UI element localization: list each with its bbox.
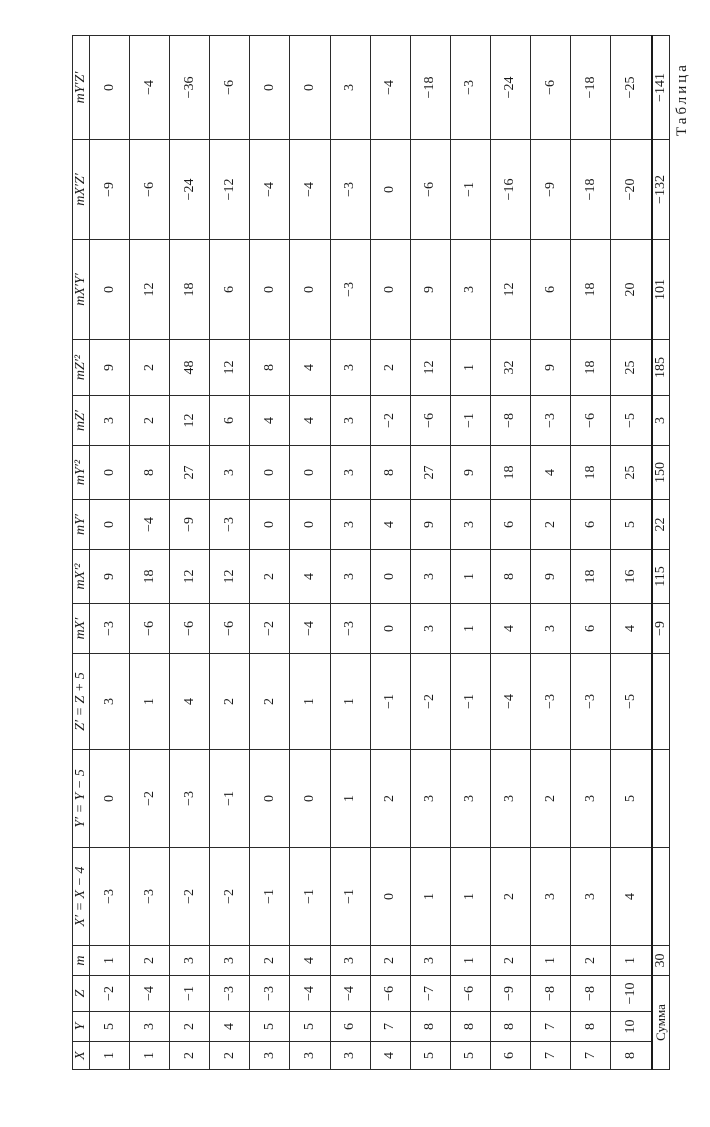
- table-cell: 4: [490, 604, 530, 654]
- table-cell: −1: [370, 654, 410, 750]
- table-cell: 2: [490, 848, 530, 946]
- table-cell: 3: [531, 848, 571, 946]
- table-cell: 9: [531, 340, 571, 396]
- table-cell: 4: [290, 550, 330, 604]
- table-cell: 1: [410, 848, 450, 946]
- table-cell: 1: [90, 1042, 130, 1070]
- header-row: [73, 36, 90, 1070]
- sum-cell: 22: [652, 500, 670, 550]
- table-cell: −5: [611, 396, 652, 446]
- table-cell: 4: [611, 604, 652, 654]
- table-cell: 9: [450, 446, 490, 500]
- table-cell: 1: [290, 654, 330, 750]
- table-cell: −9: [490, 976, 530, 1012]
- sum-label: Сумма: [652, 976, 670, 1070]
- sum-cell: 185: [652, 340, 670, 396]
- table-cell: −1: [330, 848, 370, 946]
- table-cell: 4: [531, 446, 571, 500]
- table-cell: 4: [210, 1012, 250, 1042]
- table-cell: 5: [611, 500, 652, 550]
- table-cell: 9: [90, 340, 130, 396]
- sum-empty-cell: [652, 848, 670, 946]
- table-cell: −3: [531, 654, 571, 750]
- table-cell: 4: [370, 1042, 410, 1070]
- sum-cell: 115: [652, 550, 670, 604]
- table-cell: 3: [210, 946, 250, 976]
- table-cell: 12: [210, 550, 250, 604]
- table-cell: 6: [330, 1012, 370, 1042]
- table-cell: 20: [611, 240, 652, 340]
- table-cell: −3: [170, 750, 210, 848]
- table-cell: 2: [531, 500, 571, 550]
- table-cell: −5: [611, 654, 652, 750]
- table-cell: 2: [370, 750, 410, 848]
- table-cell: 0: [90, 750, 130, 848]
- table-cell: −8: [490, 396, 530, 446]
- header-cell: Y′ = Y − 5: [73, 750, 90, 848]
- table-cell: 18: [571, 550, 611, 604]
- table-cell: 8: [490, 1012, 530, 1042]
- header-cell: mX′²: [73, 550, 90, 604]
- table-cell: −1: [250, 848, 290, 946]
- table-cell: 5: [290, 1012, 330, 1042]
- table-cell: 3: [90, 396, 130, 446]
- table-cell: 2: [210, 1042, 250, 1070]
- table-cell: 32: [490, 340, 530, 396]
- table-cell: 4: [611, 848, 652, 946]
- table-cell: 3: [210, 446, 250, 500]
- table-row: [290, 36, 330, 1070]
- header-cell: m: [73, 946, 90, 976]
- table-cell: 1: [450, 340, 490, 396]
- table-cell: 5: [410, 1042, 450, 1070]
- table-cell: 3: [330, 946, 370, 976]
- table-cell: −2: [410, 654, 450, 750]
- table-cell: 3: [571, 848, 611, 946]
- table-cell: 2: [571, 946, 611, 976]
- sum-cell: −132: [652, 140, 670, 240]
- table-cell: 8: [410, 1012, 450, 1042]
- table-cell: −6: [410, 396, 450, 446]
- table-cell: −18: [571, 140, 611, 240]
- table-cell: 7: [531, 1012, 571, 1042]
- table-cell: −4: [130, 976, 170, 1012]
- table-cell: 7: [531, 1042, 571, 1070]
- table-cell: 2: [370, 946, 410, 976]
- table-cell: 4: [290, 946, 330, 976]
- table-row: [210, 36, 250, 1070]
- table-cell: −2: [90, 976, 130, 1012]
- sum-empty-cell: [652, 750, 670, 848]
- table-cell: 0: [370, 550, 410, 604]
- table-cell: 2: [250, 550, 290, 604]
- table-cell: 12: [170, 550, 210, 604]
- table-cell: −25: [611, 36, 652, 140]
- table-cell: 0: [290, 750, 330, 848]
- header-cell: Z′ = Z + 5: [73, 654, 90, 750]
- table-cell: 0: [90, 36, 130, 140]
- table-cell: −4: [330, 976, 370, 1012]
- table-cell: 0: [290, 36, 330, 140]
- table-cell: −4: [490, 654, 530, 750]
- table-cell: 4: [170, 654, 210, 750]
- table-cell: 8: [571, 1012, 611, 1042]
- table-cell: 3: [130, 1012, 170, 1042]
- table-cell: 9: [90, 550, 130, 604]
- table-cell: −16: [490, 140, 530, 240]
- table-cell: 3: [290, 1042, 330, 1070]
- table-cell: 2: [130, 396, 170, 446]
- table-cell: 0: [250, 240, 290, 340]
- table-cell: 1: [450, 848, 490, 946]
- table-cell: −6: [130, 140, 170, 240]
- table-cell: −9: [90, 140, 130, 240]
- table-cell: 6: [210, 240, 250, 340]
- table-cell: 12: [410, 340, 450, 396]
- table-cell: 0: [250, 500, 290, 550]
- table-cell: −6: [370, 976, 410, 1012]
- table-cell: −9: [531, 140, 571, 240]
- table-cell: 2: [531, 750, 571, 848]
- table-cell: 5: [611, 750, 652, 848]
- table-cell: 0: [250, 446, 290, 500]
- table-cell: 3: [330, 550, 370, 604]
- table-cell: 6: [490, 500, 530, 550]
- table-cell: −4: [290, 140, 330, 240]
- table-cell: 3: [490, 750, 530, 848]
- table-cell: −6: [410, 140, 450, 240]
- table-cell: 1: [130, 654, 170, 750]
- table-cell: 0: [290, 500, 330, 550]
- sum-empty-cell: [652, 654, 670, 750]
- table-cell: 3: [410, 604, 450, 654]
- table-cell: −3: [450, 36, 490, 140]
- table-cell: 0: [290, 240, 330, 340]
- table-cell: 3: [170, 946, 210, 976]
- table-cell: −2: [130, 750, 170, 848]
- table-cell: 5: [450, 1042, 490, 1070]
- table-cell: −20: [611, 140, 652, 240]
- table-cell: −12: [210, 140, 250, 240]
- table-cell: 1: [90, 946, 130, 976]
- table-cell: −2: [250, 604, 290, 654]
- table-cell: 3: [531, 604, 571, 654]
- table-row: [130, 36, 170, 1070]
- table-cell: 4: [290, 396, 330, 446]
- table-cell: −8: [531, 976, 571, 1012]
- table-row: [450, 36, 490, 1070]
- table-cell: 4: [370, 500, 410, 550]
- table-body: [90, 36, 653, 1070]
- table-cell: −2: [210, 848, 250, 946]
- table-row: [330, 36, 370, 1070]
- header-cell: mZ′: [73, 396, 90, 446]
- table-cell: 2: [210, 654, 250, 750]
- table-cell: 12: [210, 340, 250, 396]
- table-cell: 25: [611, 446, 652, 500]
- table-row: [250, 36, 290, 1070]
- table-cell: 3: [90, 654, 130, 750]
- table-cell: −1: [450, 654, 490, 750]
- table-cell: 3: [330, 340, 370, 396]
- table-cell: −6: [450, 976, 490, 1012]
- table-caption: Таблица: [674, 62, 690, 136]
- data-table: [72, 35, 670, 1070]
- table-cell: 8: [450, 1012, 490, 1042]
- table-cell: −4: [250, 140, 290, 240]
- table-cell: 18: [571, 240, 611, 340]
- table-cell: 3: [450, 240, 490, 340]
- table-cell: 7: [571, 1042, 611, 1070]
- sum-cell: −9: [652, 604, 670, 654]
- table-cell: 3: [410, 946, 450, 976]
- table-cell: −3: [90, 604, 130, 654]
- table-cell: −3: [210, 500, 250, 550]
- table-cell: −36: [170, 36, 210, 140]
- table-cell: 1: [611, 946, 652, 976]
- sum-cell: −141: [652, 36, 670, 140]
- table-cell: −1: [170, 976, 210, 1012]
- table-cell: 4: [250, 396, 290, 446]
- table-cell: 1: [330, 750, 370, 848]
- table-cell: −24: [170, 140, 210, 240]
- header-cell: Y: [73, 1012, 90, 1042]
- table-row: [370, 36, 410, 1070]
- table-cell: 18: [170, 240, 210, 340]
- table-cell: 18: [571, 446, 611, 500]
- table-cell: 3: [330, 36, 370, 140]
- table-cell: 0: [250, 750, 290, 848]
- table-cell: 0: [370, 848, 410, 946]
- table-cell: 2: [170, 1042, 210, 1070]
- table-cell: 3: [330, 396, 370, 446]
- table-cell: −4: [370, 36, 410, 140]
- table-cell: 4: [290, 340, 330, 396]
- table-cell: −6: [130, 604, 170, 654]
- table-cell: 6: [210, 396, 250, 446]
- table-cell: 10: [611, 1012, 652, 1042]
- table-cell: 3: [330, 446, 370, 500]
- table-cell: −4: [290, 976, 330, 1012]
- table-cell: 9: [531, 550, 571, 604]
- table-cell: −3: [330, 240, 370, 340]
- table-cell: 1: [450, 946, 490, 976]
- table-cell: 0: [90, 446, 130, 500]
- table-cell: 3: [250, 1042, 290, 1070]
- table-cell: 8: [611, 1042, 652, 1070]
- table-cell: −9: [170, 500, 210, 550]
- table-cell: 12: [130, 240, 170, 340]
- rotated-table-container: [72, 36, 670, 1070]
- header-cell: mX′Z′: [73, 140, 90, 240]
- table-cell: −1: [210, 750, 250, 848]
- table-cell: 27: [170, 446, 210, 500]
- table-cell: 6: [531, 240, 571, 340]
- table-row: [571, 36, 611, 1070]
- table-cell: 18: [490, 446, 530, 500]
- header-cell: X: [73, 1042, 90, 1070]
- table-cell: 2: [250, 654, 290, 750]
- table-cell: 6: [571, 500, 611, 550]
- header-cell: mX′: [73, 604, 90, 654]
- header-cell: mX′Y′: [73, 240, 90, 340]
- table-cell: −1: [290, 848, 330, 946]
- table-cell: 2: [250, 946, 290, 976]
- table-cell: 18: [130, 550, 170, 604]
- table-cell: 0: [290, 446, 330, 500]
- header-cell: Z: [73, 976, 90, 1012]
- sum-cell: 150: [652, 446, 670, 500]
- table-cell: −24: [490, 36, 530, 140]
- table-cell: 2: [130, 340, 170, 396]
- table-cell: 6: [571, 604, 611, 654]
- table-cell: 5: [250, 1012, 290, 1042]
- table-cell: 3: [450, 750, 490, 848]
- table-cell: 3: [410, 550, 450, 604]
- table-cell: 3: [571, 750, 611, 848]
- table-cell: 9: [410, 240, 450, 340]
- table-cell: −6: [531, 36, 571, 140]
- table-cell: −6: [571, 396, 611, 446]
- table-cell: 1: [450, 604, 490, 654]
- header-cell: mY′Z′: [73, 36, 90, 140]
- table-cell: −3: [330, 604, 370, 654]
- table-cell: 2: [130, 946, 170, 976]
- table-cell: 6: [490, 1042, 530, 1070]
- table-cell: 3: [330, 500, 370, 550]
- header-cell: mY′²: [73, 446, 90, 500]
- table-cell: 1: [130, 1042, 170, 1070]
- table-cell: −2: [170, 848, 210, 946]
- header-cell: X′ = X − 4: [73, 848, 90, 946]
- table-cell: 3: [450, 500, 490, 550]
- table-cell: −7: [410, 976, 450, 1012]
- table-cell: 18: [571, 340, 611, 396]
- table-row: [531, 36, 571, 1070]
- table-cell: −1: [450, 140, 490, 240]
- table-cell: 1: [450, 550, 490, 604]
- table-cell: 2: [170, 1012, 210, 1042]
- table-cell: 16: [611, 550, 652, 604]
- table-cell: 0: [90, 500, 130, 550]
- table-cell: −8: [571, 976, 611, 1012]
- table-cell: −3: [210, 976, 250, 1012]
- table-cell: −6: [210, 604, 250, 654]
- table-cell: 2: [370, 340, 410, 396]
- table-cell: 0: [90, 240, 130, 340]
- table-cell: 1: [531, 946, 571, 976]
- table-cell: 0: [370, 604, 410, 654]
- table-row: [170, 36, 210, 1070]
- table-cell: 7: [370, 1012, 410, 1042]
- table-cell: −6: [210, 36, 250, 140]
- table-cell: 8: [370, 446, 410, 500]
- table-cell: −4: [290, 604, 330, 654]
- table-cell: −3: [571, 654, 611, 750]
- table-cell: −2: [370, 396, 410, 446]
- table-cell: 0: [370, 240, 410, 340]
- table-cell: −6: [170, 604, 210, 654]
- table-cell: 25: [611, 340, 652, 396]
- table-cell: −3: [531, 396, 571, 446]
- sum-cell: 101: [652, 240, 670, 340]
- table-cell: −4: [130, 500, 170, 550]
- header-cell: mY′: [73, 500, 90, 550]
- table-cell: −3: [90, 848, 130, 946]
- sum-row: [652, 36, 670, 1070]
- table-cell: −3: [250, 976, 290, 1012]
- table-cell: −1: [450, 396, 490, 446]
- table-cell: 12: [490, 240, 530, 340]
- table-cell: −3: [130, 848, 170, 946]
- table-cell: 8: [250, 340, 290, 396]
- sum-m: 30: [652, 946, 670, 976]
- table-row: [90, 36, 130, 1070]
- table-cell: 5: [90, 1012, 130, 1042]
- table-cell: 12: [170, 396, 210, 446]
- sum-cell: 3: [652, 396, 670, 446]
- table-cell: 9: [410, 500, 450, 550]
- table-cell: 48: [170, 340, 210, 396]
- table-cell: 3: [330, 1042, 370, 1070]
- table-cell: −18: [571, 36, 611, 140]
- table-cell: −4: [130, 36, 170, 140]
- table-cell: 27: [410, 446, 450, 500]
- table-cell: 8: [490, 550, 530, 604]
- table-cell: 0: [370, 140, 410, 240]
- table-cell: −3: [330, 140, 370, 240]
- header-cell: mZ′²: [73, 340, 90, 396]
- table-row: [410, 36, 450, 1070]
- table-cell: −10: [611, 976, 652, 1012]
- table-cell: 0: [250, 36, 290, 140]
- table-cell: −18: [410, 36, 450, 140]
- table-cell: 2: [490, 946, 530, 976]
- table-row: [490, 36, 530, 1070]
- table-cell: 1: [330, 654, 370, 750]
- table-cell: 3: [410, 750, 450, 848]
- table-row: [611, 36, 652, 1070]
- table-cell: 8: [130, 446, 170, 500]
